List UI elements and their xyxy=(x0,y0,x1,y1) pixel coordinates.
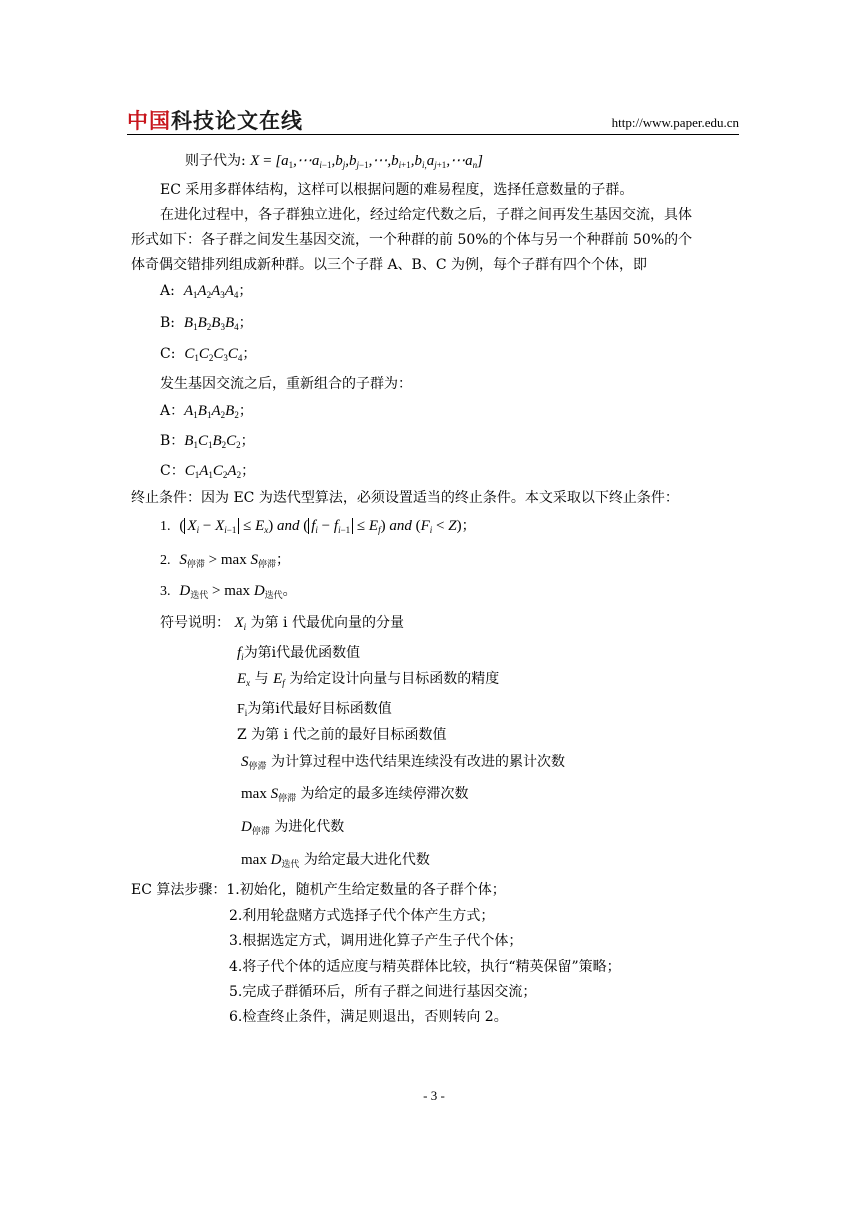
page-header xyxy=(127,104,739,135)
symbol-xi: 符号说明： $X_i$ 为第 i 代最优向量的分量 xyxy=(160,615,404,632)
symbol-s-stop: $S_{停滞}$ 为计算过程中迭代结果连续没有改进的累计次数 xyxy=(241,754,565,771)
symbol-fi: $f_i$为第i代最优函数值 xyxy=(237,645,361,662)
new-group-b: B：$B_1C_1B_2C_2$； xyxy=(160,433,255,450)
group-c: C: $C_1C_2C_3C_4$； xyxy=(160,346,257,363)
step-2: 2.利用轮盘赌方式选择子代个体产生方式； xyxy=(229,908,495,924)
step-5: 5.完成子群循环后，所有子群之间进行基因交流； xyxy=(229,984,537,1000)
journal-logo: 中国科技论文在线 xyxy=(127,109,303,133)
symbol-z: Z 为第 i 代之前的最好目标函数值 xyxy=(237,727,447,743)
paragraph-2-line-3: 体奇偶交错排列组成新种群。以三个子群 A、B、C 为例，每个子群有四个个体，即 xyxy=(131,257,648,273)
condition-3: 3. $D_{迭代} > \max D_{迭代}$。 xyxy=(160,583,297,600)
symbol-d-stop: $D_{停滞}$ 为进化代数 xyxy=(241,819,345,836)
step-4: 4.将子代个体的适应度与精英群体比较，执行“精英保留”策略； xyxy=(229,959,621,975)
condition-2: 2. $S_{停滞} > \max S_{停滞}$； xyxy=(160,552,290,569)
symbol-ex-ef: $E_x$ 与 $E_f$ 为给定设计向量与目标函数的精度 xyxy=(237,671,500,688)
step-6: 6.检查终止条件，满足则退出，否则转向 2。 xyxy=(229,1009,508,1025)
new-group-a: A：$A_1B_1A_2B_2$； xyxy=(160,403,253,420)
condition-1: 1. ( $X_i - X_{i-1} \le E_x$) and ( $f_i - f_{i-1} \le E_f$) and $(F_i < Z)$； xyxy=(160,518,476,535)
page-number: - 3 - xyxy=(423,1088,445,1103)
symbol-Fi: $F_i$为第i代最好目标函数值 xyxy=(237,701,392,718)
symbol-max-d-iter: $\max D_{迭代}$ 为给定最大进化代数 xyxy=(241,852,430,869)
group-a: A: $A_1A_2A_3A_4$； xyxy=(160,283,253,300)
after-exchange-text: 发生基因交流之后，重新组合的子群为： xyxy=(160,376,412,392)
paragraph-1: EC 采用多群体结构，这样可以根据问题的难易程度，选择任意数量的子群。 xyxy=(160,182,634,198)
step-1: EC 算法步骤：1.初始化，随机产生给定数量的各子群个体； xyxy=(131,882,506,898)
termination-text: 终止条件：因为 EC 为迭代型算法，必须设置适当的终止条件。本文采取以下终止条件： xyxy=(131,490,679,506)
header-url: http://www.paper.edu.cn xyxy=(611,115,739,130)
paragraph-2-line-1: 在进化过程中，各子群独立进化，经过给定代数之后，子群之间再发生基因交流，具体 xyxy=(160,207,692,223)
paragraph-2-line-2: 形式如下：各子群之间发生基因交流，一个种群的前 50%的个体与另一个种群前 50%的个 xyxy=(131,232,693,248)
group-b: B: $B_1B_2B_3B_4$； xyxy=(160,315,253,332)
new-group-c: C：$C_1A_1C_2A_2$； xyxy=(160,463,256,480)
offspring-formula: 则子代为: $X = [a_1,\cdots a_{i-1},b_j,b_{j-1},\cdots,b_{i+1},b_{i,}a_{j+1},\cdots a_n]$ xyxy=(185,153,483,170)
step-3: 3.根据选定方式，调用进化算子产生子代个体； xyxy=(229,933,523,949)
symbol-max-s-stop: $\max S_{停滞}$ 为给定的最多连续停滞次数 xyxy=(241,786,469,803)
